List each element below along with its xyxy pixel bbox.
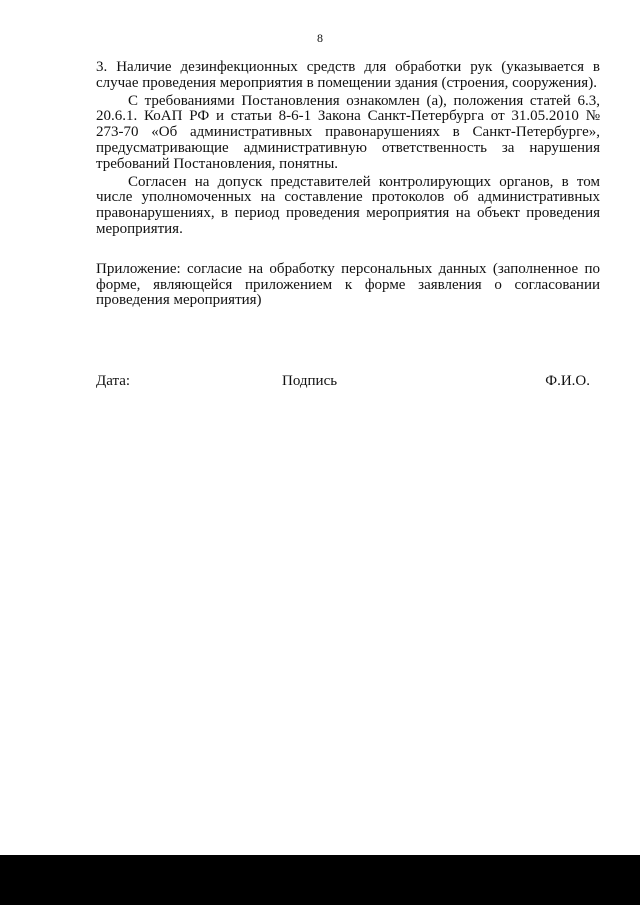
signature-label: Подпись	[282, 373, 338, 389]
paragraph-inspection-consent: Согласен на допуск представителей контролирующих органов, в том числе уполномоченных на составление протоколов об административных правонарушениях, в период проведения мероприятия на объект проведения мероприятия.	[96, 173, 600, 237]
signature-row	[96, 373, 596, 393]
date-label: Дата:	[96, 373, 131, 389]
scan-bottom-border	[0, 855, 640, 905]
full-name-label: Ф.И.О.	[545, 373, 590, 389]
paragraph-disinfection: 3. Наличие дезинфекционных средств для обработки рук (указывается в случае проведения мероприятия в помещении здания (строения, сооружения).	[96, 59, 600, 91]
page-number: 8	[317, 31, 323, 45]
paragraph-attachment: Приложение: согласие на обработку персональных данных (заполненное по форме, являющейся приложением к форме заявления о согласовании проведения мероприятия)	[96, 260, 600, 309]
document-body	[96, 60, 600, 309]
paragraph-requirements: С требованиями Постановления ознакомлен (а), положения статей 6.3, 20.6.1. КоАП РФ и статьи 8-6-1 Закона Санкт-Петербурга от 31.05.2010 № 273-70 «Об административных правонарушениях в Санкт-Петербурге», предусматривающие административную ответственность за нарушения требований Постановления, понятны.	[96, 92, 600, 172]
